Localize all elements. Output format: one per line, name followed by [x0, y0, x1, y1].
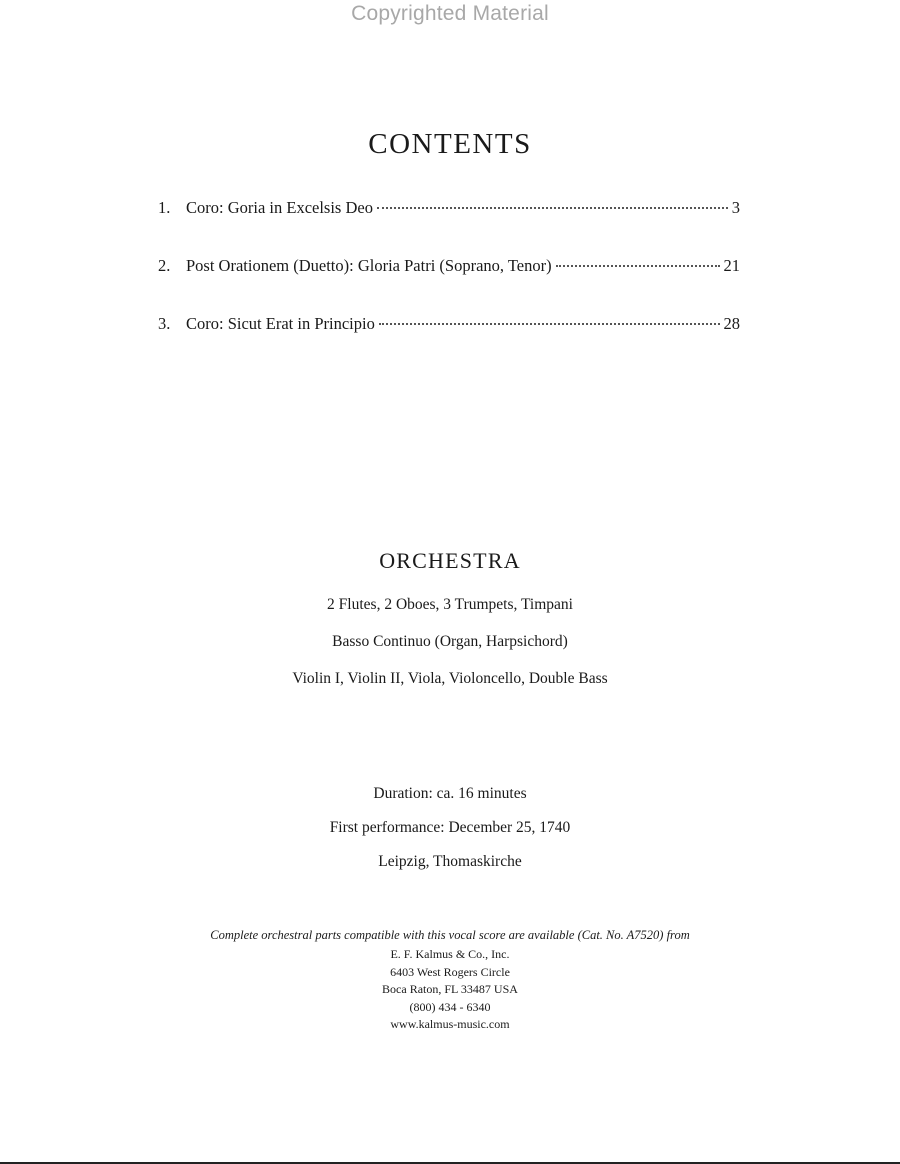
toc-entry-number: 1. — [158, 198, 171, 217]
toc-entry-number: 3. — [158, 314, 171, 333]
duration-text: Duration: ca. 16 minutes — [373, 785, 527, 802]
toc-entry-page: 28 — [723, 314, 740, 333]
toc-dot-leader — [556, 265, 720, 267]
toc-entry-title: Post Orationem (Duetto): Gloria Patri (Soprano, Tenor) — [186, 256, 552, 275]
toc-entry — [158, 314, 740, 372]
toc-entry-number: 2. — [158, 256, 171, 275]
performance-info — [0, 785, 900, 887]
publisher-street: 6403 West Rogers Circle — [390, 964, 510, 979]
orchestra-line-continuo: Basso Continuo (Organ, Harpsichord) — [332, 633, 568, 650]
publisher-name: E. F. Kalmus & Co., Inc. — [390, 947, 510, 961]
toc-dot-leader — [377, 207, 728, 209]
parts-availability-note: Complete orchestral parts compatible with this vocal score are available (Cat. No. A7520) from — [210, 928, 690, 942]
publisher-phone: (800) 434 - 6340 — [409, 999, 491, 1014]
table-of-contents — [158, 198, 740, 372]
first-performance-text: First performance: December 25, 1740 — [329, 819, 571, 836]
toc-entry — [158, 198, 740, 256]
toc-entry-page: 3 — [731, 198, 740, 217]
toc-entry-page: 21 — [723, 256, 740, 275]
contents-heading: CONTENTS — [368, 128, 532, 160]
publisher-info — [0, 928, 900, 1035]
copyright-watermark: Copyrighted Material — [351, 2, 549, 25]
toc-entry-title: Coro: Goria in Excelsis Deo — [186, 198, 373, 217]
orchestra-line-winds: 2 Flutes, 2 Oboes, 3 Trumpets, Timpani — [327, 596, 573, 613]
publisher-website: www.kalmus-music.com — [390, 1017, 510, 1031]
publisher-city: Boca Raton, FL 33487 USA — [382, 982, 518, 996]
toc-entry — [158, 256, 740, 314]
toc-entry-title: Coro: Sicut Erat in Principio — [186, 314, 375, 333]
orchestra-heading: ORCHESTRA — [379, 548, 521, 573]
performance-location: Leipzig, Thomaskirche — [378, 853, 522, 870]
orchestra-line-strings: Violin I, Violin II, Viola, Violoncello, Double Bass — [292, 670, 608, 687]
toc-dot-leader — [379, 323, 720, 325]
orchestra-instrumentation — [0, 596, 900, 707]
